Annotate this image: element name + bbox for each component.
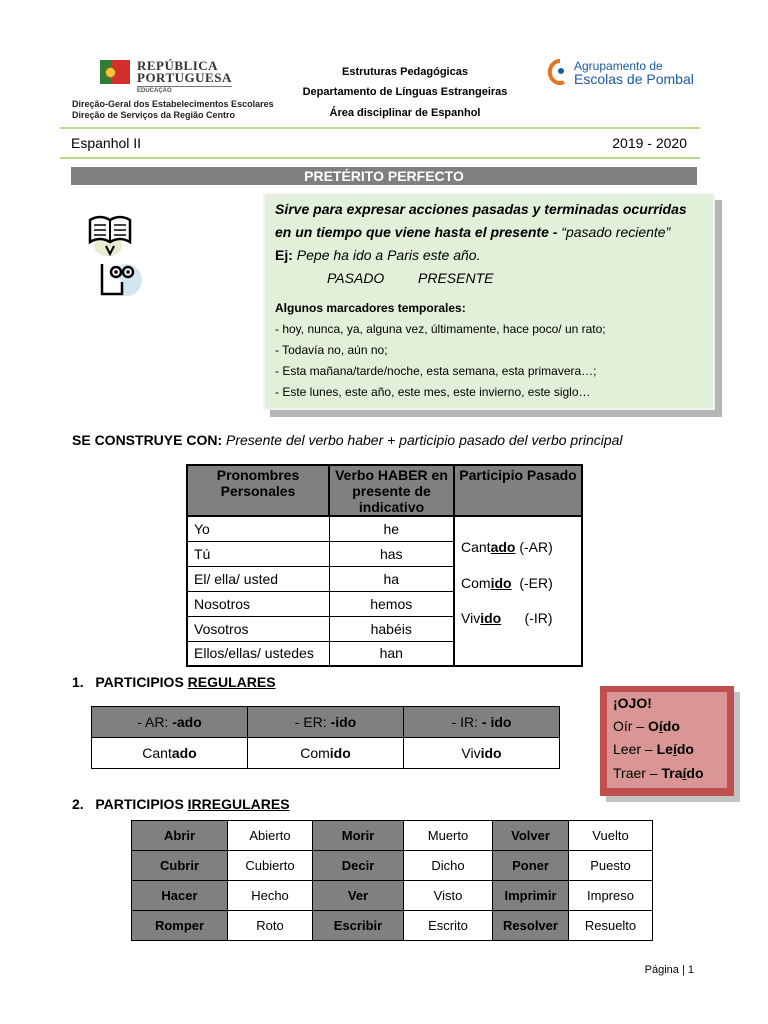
pronoun-cell: Ellos/ellas/ ustedes [187,641,329,666]
direction-general: Direção-Geral dos Estabelecimentos Escolares [72,99,274,109]
ojo-verb: Oír – [613,718,649,734]
divider-bottom [60,157,700,159]
table-row [132,851,653,881]
participle-type: (-ER) [511,575,553,591]
table-row [132,821,653,851]
construction-rule [72,432,623,448]
ojo-accent: í [682,765,687,781]
col-header-participle: Participio Pasado [454,465,582,516]
regular-participles-table [91,706,560,769]
haber-cell: he [329,516,454,541]
school-name-line2: Escolas de Pombal [574,71,694,87]
logo-text-portuguesa: PORTUGUESA [137,70,232,85]
verb-cell: Abrir [132,821,228,851]
conjugation-table [186,464,583,667]
markers-heading: Algunos marcadores temporales: [275,301,466,315]
participle-cell: Muerto [404,821,493,851]
table-row [187,516,582,541]
participle-cell: Vuelto [569,821,653,851]
ojo-part: Le [656,741,673,757]
participle-stem: Cant [461,539,491,555]
participle-cell: Escrito [404,911,493,941]
marker-item: - Todavía no, aún no; [275,343,388,357]
verb-cell: Escribir [313,911,404,941]
participle-cell: Dicho [404,851,493,881]
header-ending: - ido [481,714,512,730]
haber-cell: has [329,541,454,566]
page-number: Página | 1 [644,964,694,976]
verb-cell: Poner [493,851,569,881]
participle-cell: Impreso [569,881,653,911]
section-number: 1. [72,674,84,690]
participle-ir [461,610,553,626]
header-prefix: - ER: [294,714,331,730]
section-label: PARTICIPIOS [95,674,188,690]
table-row [132,911,653,941]
section-label-underlined: REGULARES [187,674,276,690]
verb-cell: Ver [313,881,404,911]
construction-label: SE CONSTRUYE CON: [72,432,223,448]
header-area: Área disciplinar de Espanhol [329,107,481,119]
col-header-er [248,707,404,738]
section-regular-heading [72,674,276,690]
verb-cell: Volver [493,821,569,851]
ojo-part: Tra [661,765,683,781]
haber-cell: ha [329,566,454,591]
marker-item: - Esta mañana/tarde/noche, esta semana, esta primavera…; [275,364,597,378]
participle-cell: Cubierto [228,851,313,881]
participle-type: (-AR) [515,539,553,555]
table-row [132,881,653,911]
example-label: Ej: [275,247,293,263]
col-header-pronouns: Pronombres Personales [187,465,329,516]
example-cell [92,738,248,769]
marker-item: - Este lunes, este año, este mes, este invierno, este siglo… [275,385,591,399]
participle-cell: Roto [228,911,313,941]
pronoun-cell: Nosotros [187,591,329,616]
pasado-label: PASADO [327,270,385,286]
pronoun-cell: Yo [187,516,329,541]
example-ending: ado [171,745,197,761]
section-number: 2. [72,796,84,812]
school-name-line1: Agrupamento de [574,59,663,73]
construction-text: Presente del verbo haber + participio pasado del verbo principal [222,432,623,448]
participle-cell [454,516,582,666]
pronoun-cell: Vosotros [187,616,329,641]
example-stem: Cant [142,745,172,761]
participle-cell: Puesto [569,851,653,881]
pronoun-cell: Tú [187,541,329,566]
participle-stem: Com [461,575,491,591]
school-year: 2019 - 2020 [612,135,687,151]
example-cell [404,738,560,769]
presente-label: PRESENTE [418,270,494,286]
haber-cell: han [329,641,454,666]
ojo-part: O [648,718,659,734]
example-ending: ido [329,745,351,761]
definition-quote: “pasado reciente” [561,224,671,240]
ojo-part: do [686,765,704,781]
page-title: PRETÉRITO PERFECTO [71,167,697,185]
participle-ending: ido [490,575,512,591]
school-logo-icon [546,58,568,86]
definition-line2 [275,224,670,240]
example-text: Pepe ha ido a Paris este año. [292,247,481,263]
ojo-item [613,718,680,734]
table-row [92,738,560,769]
header-department: Departamento de Línguas Estrangeiras [302,86,508,98]
ojo-item [613,741,694,757]
ojo-part: do [662,718,680,734]
logo-text-educacao: EDUCAÇÃO [137,86,232,94]
verb-cell: Romper [132,911,228,941]
example-stem: Com [300,745,330,761]
ojo-verb: Leer – [613,741,657,757]
portugal-flag-icon [100,60,130,84]
ojo-title: ¡OJO! [613,695,652,711]
example-line [275,247,480,263]
participle-cell: Abierto [228,821,313,851]
verb-cell: Cubrir [132,851,228,881]
col-header-haber: Verbo HABER en presente de indicativo [329,465,454,516]
header-structures: Estruturas Pedagógicas [342,66,468,78]
participle-cell: Resuelto [569,911,653,941]
direction-services: Direção de Serviços da Região Centro [72,110,236,120]
header-prefix: - IR: [451,714,482,730]
definition-line2-text: en un tiempo que viene hasta el presente - [275,224,562,240]
subject-label: Espanhol II [71,135,142,151]
ojo-accent: í [658,718,663,734]
reader-glasses-icon [96,258,144,302]
irregular-participles-table [131,820,653,941]
col-header-ir [404,707,560,738]
verb-cell: Hacer [132,881,228,911]
header-prefix: - AR: [137,714,173,730]
ojo-accent: í [672,741,677,757]
verb-cell: Resolver [493,911,569,941]
definition-line1: Sirve para expresar acciones pasadas y terminadas ocurridas [275,201,687,217]
participle-type: (-IR) [501,610,553,626]
verb-cell: Imprimir [493,881,569,911]
example-stem: Viv [461,745,481,761]
col-header-ar [92,707,248,738]
ojo-item [613,765,704,781]
participle-cell: Visto [404,881,493,911]
ojo-verb: Traer – [613,765,662,781]
logo-text-republica: REPÚBLICA [137,58,219,73]
header-ending: -ido [330,714,357,730]
participle-ending: ido [480,610,502,626]
pronoun-cell: El/ ella/ usted [187,566,329,591]
ojo-part: do [676,741,694,757]
example-ending: ido [480,745,502,761]
marker-item: - hoy, nunca, ya, alguna vez, últimamente, hace poco/ un rato; [275,322,606,336]
participle-stem: Viv [461,610,481,626]
header-ending: -ado [172,714,202,730]
divider-top [60,127,700,129]
section-label: PARTICIPIOS [95,796,188,812]
participle-er [461,575,553,591]
agrupamento-pombal-logo [546,56,696,88]
section-label-underlined: IRREGULARES [187,796,290,812]
participle-cell: Hecho [228,881,313,911]
example-cell [248,738,404,769]
verb-cell: Morir [313,821,404,851]
haber-cell: habéis [329,616,454,641]
section-irregular-heading [72,796,290,812]
participle-ar [461,539,553,555]
verb-cell: Decir [313,851,404,881]
participle-ending: ado [490,539,516,555]
republica-portuguesa-logo [100,58,240,96]
open-book-icon [86,212,134,258]
haber-cell: hemos [329,591,454,616]
